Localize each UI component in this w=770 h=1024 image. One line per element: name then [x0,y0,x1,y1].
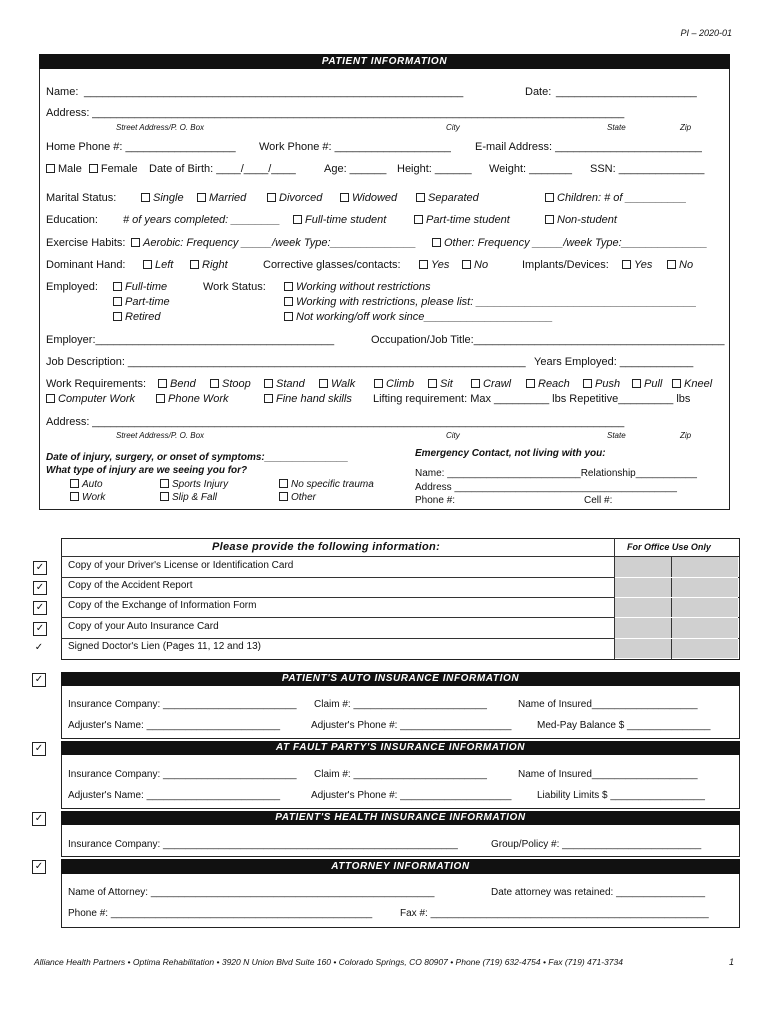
non-student[interactable]: Non-student [545,214,617,226]
attorney-fax-field[interactable]: Fax #: __________________________________________________ [400,908,709,919]
addr2-hint-state: State [607,431,626,440]
implants-no[interactable]: No [667,259,693,271]
ssn-field[interactable]: SSN: ______________ [590,163,705,175]
wr-crawl[interactable]: Crawl [471,378,511,390]
attorney-date-field[interactable]: Date attorney was retained: ________________ [491,887,706,898]
implants-label: Implants/Devices: [522,259,609,271]
glasses-no[interactable]: No [462,259,488,271]
documents-title: Please provide the following information: [212,541,441,553]
addr2-hint-street: Street Address/P. O. Box [116,431,205,440]
dominant-hand-label: Dominant Hand: [46,259,126,271]
injury-type-label: What type of injury are we seeing you for? [46,465,248,476]
emergency-name-field[interactable]: Name: ________________________Relationship___________ [415,468,697,479]
injury-nospecific[interactable]: No specific trauma [279,479,374,490]
implants-yes[interactable]: Yes [622,259,652,271]
address-field[interactable]: _______________________________________________________________________________________ [92,107,625,119]
age-field[interactable]: Age: ______ [324,163,387,175]
auto-adjuster-field[interactable]: Adjuster's Name: ________________________ [68,720,281,731]
wr-walk[interactable]: Walk [319,378,355,390]
employed-fulltime[interactable]: Full-time [113,281,167,293]
emergency-address-field[interactable]: Address ________________________________________ [415,482,677,493]
checkbox-icon [545,215,554,224]
checkbox-icon [70,492,79,501]
injury-auto[interactable]: Auto [70,479,103,490]
injury-other[interactable]: Other [279,492,316,503]
doc-check-4[interactable]: ✓ [33,622,47,636]
parttime-student[interactable]: Part-time student [414,214,510,226]
addr2-hint-zip: Zip [680,431,692,440]
exercise-label: Exercise Habits: [46,237,126,249]
doc-item: Copy of the Accident Report [68,580,193,591]
divider [615,577,738,578]
checkbox-icon [267,193,276,202]
checkbox-icon [158,379,167,388]
office-use-cell [615,557,671,658]
marital-divorced[interactable]: Divorced [267,192,322,204]
wr-fine-hand[interactable]: Fine hand skills [264,393,352,405]
form-code: PI – 2020-01 [680,28,732,38]
aerobic-field[interactable]: Aerobic: Frequency _____/week Type:______________ [131,237,416,249]
work-status-restrictions[interactable]: Working with restrictions, please list: ____________________________________ [284,296,697,308]
auto-company-field[interactable]: Insurance Company: ________________________ [68,699,297,710]
wr-computer[interactable]: Computer Work [46,393,135,405]
fault-limits-field[interactable]: Liability Limits $ _________________ [537,790,705,801]
address-label: Address: [46,107,90,119]
address2-label: Address: [46,416,90,428]
checkbox-icon [156,394,165,403]
work-status-not-working[interactable]: Not working/off work since_____________________ [284,311,553,323]
wr-kneel[interactable]: Kneel [672,378,712,390]
checkbox-icon [462,260,471,269]
fault-claim-field[interactable]: Claim #: ________________________ [314,769,487,780]
fault-company-field[interactable]: Insurance Company: ________________________ [68,769,297,780]
auto-insurance-check[interactable]: ✓ [32,673,46,687]
footer-address: Alliance Health Partners • Optima Rehabilitation • 3920 N Union Blvd Suite 160 • Colorado Springs, CO 80907 • Phone (719) 632-4754 • Fax (719) 471-3734 [34,957,623,967]
wr-stand[interactable]: Stand [264,378,305,390]
checkbox-icon [113,282,122,291]
work-phone-field[interactable]: Work Phone #: ___________________ [259,141,451,153]
checkbox-icon [143,260,152,269]
checkbox-icon [113,297,122,306]
years-completed-field[interactable]: # of years completed: ________ [123,214,281,226]
name-field[interactable]: ______________________________________________________________ [84,86,464,98]
checkbox-icon [190,260,199,269]
work-status-no-restrictions[interactable]: Working without restrictions [284,281,431,293]
attorney-header: ATTORNEY INFORMATION [61,859,740,874]
female-checkbox[interactable] [89,164,98,173]
weight-field[interactable]: Weight: _______ [489,163,572,175]
attorney-check[interactable]: ✓ [32,860,46,874]
health-insurance-header: PATIENT'S HEALTH INSURANCE INFORMATION [61,811,740,825]
work-requirements-label: Work Requirements: [46,378,147,390]
divider [615,597,738,598]
checkbox-icon [141,193,150,202]
wr-reach[interactable]: Reach [526,378,570,390]
doc-check-1[interactable]: ✓ [33,561,47,575]
marital-married[interactable]: Married [197,192,246,204]
checkbox-icon [160,492,169,501]
checkbox-icon [545,193,554,202]
injury-work[interactable]: Work [70,492,105,503]
patient-info-header: PATIENT INFORMATION [39,54,730,69]
fault-adjuster-phone-field[interactable]: Adjuster's Phone #: ____________________ [311,790,512,801]
marital-separated[interactable]: Separated [416,192,479,204]
divider [615,638,738,639]
fault-insured-field[interactable]: Name of Insured___________________ [518,769,698,780]
fault-adjuster-field[interactable]: Adjuster's Name: ________________________ [68,790,281,801]
doc-item: Signed Doctor's Lien (Pages 11, 12 and 13) [68,641,261,652]
fault-insurance-header: AT FAULT PARTY'S INSURANCE INFORMATION [61,741,740,755]
checkbox-icon [284,297,293,306]
checkbox-icon [622,260,631,269]
doc-check-5[interactable]: ✓ [34,642,44,653]
address2-field[interactable]: _______________________________________________________________________________________ [92,416,625,428]
checkbox-icon [471,379,480,388]
left-hand[interactable]: Left [143,259,173,271]
checkbox-icon [293,215,302,224]
lifting-field[interactable]: Lifting requirement: Max _________ lbs Repetitive_________ lbs [373,393,691,405]
checkbox-icon [210,379,219,388]
checkbox-icon [197,193,206,202]
checkbox-icon [428,379,437,388]
page-number: 1 [729,957,735,967]
marital-label: Marital Status: [46,192,117,204]
checkbox-icon [340,193,349,202]
job-description-field[interactable]: Job Description: _________________________________________________________________ [46,356,526,368]
marital-widowed[interactable]: Widowed [340,192,397,204]
home-phone-field[interactable]: Home Phone #: __________________ [46,141,236,153]
fulltime-student[interactable]: Full-time student [293,214,386,226]
employed-parttime[interactable]: Part-time [113,296,170,308]
divider [615,617,738,618]
wr-sit[interactable]: Sit [428,378,453,390]
checkbox-icon [416,193,425,202]
employer-field[interactable]: Employer:_______________________________________ [46,334,335,346]
education-label: Education: [46,214,98,226]
auto-insurance-header: PATIENT'S AUTO INSURANCE INFORMATION [61,672,740,686]
checkbox-icon [526,379,535,388]
dob-field[interactable]: Date of Birth: ____/____/____ [149,163,296,175]
checkbox-icon [113,312,122,321]
wr-push[interactable]: Push [583,378,620,390]
checkbox-icon [70,479,79,488]
date-field[interactable]: _______________________ [556,86,697,98]
addr2-hint-city: City [446,431,460,440]
male-checkbox[interactable] [46,164,55,173]
health-company-field[interactable]: Insurance Company: _____________________________________________________ [68,839,458,850]
addr-hint-city: City [446,123,460,132]
injury-date-field[interactable]: Date of injury, surgery, or onset of symptoms:_______________ [46,452,349,463]
checkbox-icon [284,282,293,291]
checkbox-icon [419,260,428,269]
checkbox-icon [264,394,273,403]
health-group-field[interactable]: Group/Policy #: _________________________ [491,839,702,850]
wr-bend[interactable]: Bend [158,378,196,390]
attorney-name-field[interactable]: Name of Attorney: ___________________________________________________ [68,887,435,898]
checkbox-icon [432,238,441,247]
doc-check-3[interactable]: ✓ [33,601,47,615]
checkbox-icon [583,379,592,388]
height-field[interactable]: Height: ______ [397,163,472,175]
checkbox-icon [319,379,328,388]
work-status-label: Work Status: [203,281,266,293]
doc-item: Copy of your Driver's License or Identification Card [68,560,294,571]
glasses-label: Corrective glasses/contacts: [263,259,401,271]
employed-retired[interactable]: Retired [113,311,160,323]
employed-label: Employed: [46,281,98,293]
occupation-field[interactable]: Occupation/Job Title:_________________________________________ [371,334,725,346]
doc-item: Copy of your Auto Insurance Card [68,621,219,632]
checkbox-icon [667,260,676,269]
checkbox-icon [632,379,641,388]
email-field[interactable]: E-mail Address: ________________________ [475,141,702,153]
emergency-title: Emergency Contact, not living with you: [415,448,606,459]
gender-row [46,163,138,175]
auto-medpay-field[interactable]: Med-Pay Balance $ _______________ [537,720,711,731]
years-employed-field[interactable]: Years Employed: ____________ [534,356,694,368]
glasses-yes[interactable]: Yes [419,259,449,271]
other-exercise-field[interactable]: Other: Frequency _____/week Type:______________ [432,237,707,249]
office-use-label: For Office Use Only [627,542,711,552]
children-field[interactable]: Children: # of __________ [545,192,687,204]
checkbox-icon [279,492,288,501]
female-label: Female [100,163,138,175]
emergency-phone-field[interactable]: Phone #: [415,495,456,506]
male-label: Male [58,163,82,175]
addr-hint-state: State [607,123,626,132]
checkbox-icon [284,312,293,321]
addr-hint-street: Street Address/P. O. Box [116,123,205,132]
health-insurance-check[interactable]: ✓ [32,812,46,826]
checkbox-icon [46,394,55,403]
checkbox-icon [160,479,169,488]
wr-stoop[interactable]: Stoop [210,378,251,390]
attorney-phone-field[interactable]: Phone #: _______________________________________________ [68,908,373,919]
wr-phone[interactable]: Phone Work [156,393,229,405]
auto-insured-field[interactable]: Name of Insured___________________ [518,699,698,710]
checkbox-icon [279,479,288,488]
checkbox-icon [264,379,273,388]
office-use-cell [672,557,738,658]
doc-item: Copy of the Exchange of Information Form [68,600,257,611]
name-label: Name: [46,86,79,98]
checkbox-icon [672,379,681,388]
injury-sports[interactable]: Sports Injury [160,479,228,490]
wr-climb[interactable]: Climb [374,378,414,390]
wr-pull[interactable]: Pull [632,378,662,390]
emergency-cell-field[interactable]: Cell #: [584,495,613,506]
right-hand[interactable]: Right [190,259,228,271]
addr-hint-zip: Zip [680,123,692,132]
marital-single[interactable]: Single [141,192,184,204]
checkbox-icon [414,215,423,224]
checkbox-icon [131,238,140,247]
auto-adjuster-phone-field[interactable]: Adjuster's Phone #: ____________________ [311,720,512,731]
injury-slip[interactable]: Slip & Fall [160,492,217,503]
checkbox-icon [374,379,383,388]
auto-claim-field[interactable]: Claim #: ________________________ [314,699,487,710]
doc-check-2[interactable]: ✓ [33,581,47,595]
fault-insurance-check[interactable]: ✓ [32,742,46,756]
date-label: Date: [525,86,552,98]
